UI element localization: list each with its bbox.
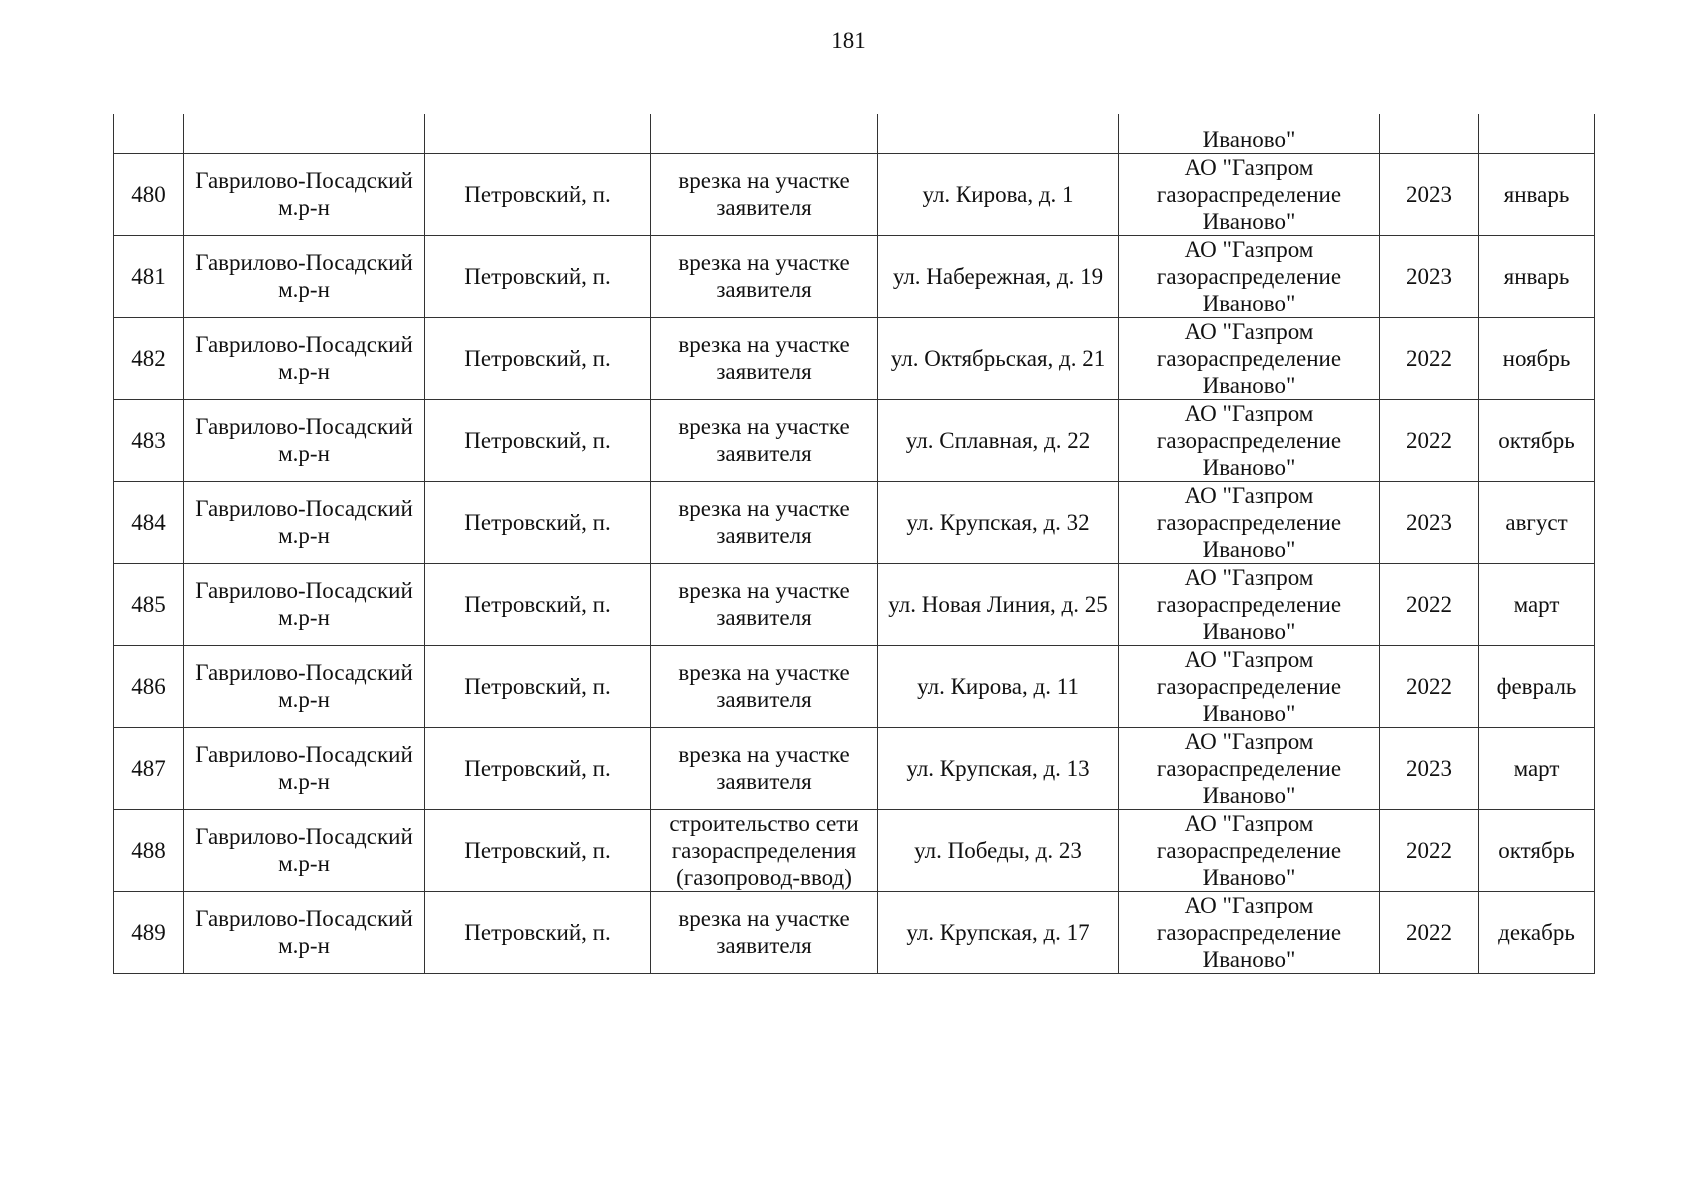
cell-operator: АО "Газпром газораспределение Иваново" — [1119, 727, 1380, 809]
cell-district: Гаврилово-Посадский м.р-н — [184, 235, 425, 317]
cell-address: ул. Крупская, д. 32 — [878, 481, 1119, 563]
cell-year: 2022 — [1380, 563, 1479, 645]
cell-address: ул. Победы, д. 23 — [878, 809, 1119, 891]
cell-num: 483 — [114, 399, 184, 481]
cell-num: 485 — [114, 563, 184, 645]
cell-month: ноябрь — [1479, 317, 1595, 399]
cell-settlement: Петровский, п. — [425, 891, 651, 973]
cell-operator: АО "Газпром газораспределение Иваново" — [1119, 645, 1380, 727]
cell-month: февраль — [1479, 645, 1595, 727]
cell-address — [878, 114, 1119, 153]
cell-operator: АО "Газпром газораспределение Иваново" — [1119, 317, 1380, 399]
cell-settlement — [425, 114, 651, 153]
table-row — [114, 317, 1595, 399]
cell-address: ул. Сплавная, д. 22 — [878, 399, 1119, 481]
cell-address: ул. Набережная, д. 19 — [878, 235, 1119, 317]
gas-connection-table — [113, 114, 1595, 974]
cell-district: Гаврилово-Посадский м.р-н — [184, 399, 425, 481]
table-row — [114, 399, 1595, 481]
page-number: 181 — [831, 28, 866, 53]
cell-month: январь — [1479, 153, 1595, 235]
cell-month: март — [1479, 727, 1595, 809]
cell-settlement: Петровский, п. — [425, 563, 651, 645]
cell-district: Гаврилово-Посадский м.р-н — [184, 563, 425, 645]
cell-num: 482 — [114, 317, 184, 399]
cell-work-type: врезка на участке заявителя — [651, 481, 878, 563]
cell-address: ул. Кирова, д. 1 — [878, 153, 1119, 235]
cell-district: Гаврилово-Посадский м.р-н — [184, 481, 425, 563]
cell-operator: АО "Газпром газораспределение Иваново" — [1119, 481, 1380, 563]
cell-month: декабрь — [1479, 891, 1595, 973]
cell-num: 480 — [114, 153, 184, 235]
cell-operator: Иваново" — [1119, 114, 1380, 153]
cell-work-type: врезка на участке заявителя — [651, 399, 878, 481]
cell-district: Гаврилово-Посадский м.р-н — [184, 891, 425, 973]
cell-settlement: Петровский, п. — [425, 481, 651, 563]
cell-district: Гаврилово-Посадский м.р-н — [184, 645, 425, 727]
cell-month: октябрь — [1479, 399, 1595, 481]
cell-month: август — [1479, 481, 1595, 563]
cell-work-type: врезка на участке заявителя — [651, 235, 878, 317]
cell-operator: АО "Газпром газораспределение Иваново" — [1119, 891, 1380, 973]
table-row — [114, 563, 1595, 645]
cell-address: ул. Кирова, д. 11 — [878, 645, 1119, 727]
cell-month: октябрь — [1479, 809, 1595, 891]
cell-operator: АО "Газпром газораспределение Иваново" — [1119, 399, 1380, 481]
cell-num: 486 — [114, 645, 184, 727]
cell-year: 2023 — [1380, 481, 1479, 563]
cell-operator: АО "Газпром газораспределение Иваново" — [1119, 809, 1380, 891]
cell-month: март — [1479, 563, 1595, 645]
cell-district: Гаврилово-Посадский м.р-н — [184, 809, 425, 891]
cell-settlement: Петровский, п. — [425, 317, 651, 399]
cell-settlement: Петровский, п. — [425, 645, 651, 727]
cell-work-type: врезка на участке заявителя — [651, 727, 878, 809]
table-row — [114, 481, 1595, 563]
cell-operator: АО "Газпром газораспределение Иваново" — [1119, 563, 1380, 645]
cell-num: 488 — [114, 809, 184, 891]
cell-year — [1380, 114, 1479, 153]
cell-operator: АО "Газпром газораспределение Иваново" — [1119, 153, 1380, 235]
cell-address: ул. Новая Линия, д. 25 — [878, 563, 1119, 645]
cell-year: 2022 — [1380, 809, 1479, 891]
cell-address: ул. Октябрьская, д. 21 — [878, 317, 1119, 399]
cell-district — [184, 114, 425, 153]
cell-month: январь — [1479, 235, 1595, 317]
cell-district: Гаврилово-Посадский м.р-н — [184, 727, 425, 809]
continuation-row — [114, 114, 1595, 153]
cell-address: ул. Крупская, д. 17 — [878, 891, 1119, 973]
table-row — [114, 891, 1595, 973]
cell-num: 481 — [114, 235, 184, 317]
cell-work-type: врезка на участке заявителя — [651, 645, 878, 727]
table-row — [114, 235, 1595, 317]
cell-settlement: Петровский, п. — [425, 809, 651, 891]
cell-num: 489 — [114, 891, 184, 973]
cell-year: 2022 — [1380, 891, 1479, 973]
cell-work-type: врезка на участке заявителя — [651, 317, 878, 399]
cell-year: 2023 — [1380, 727, 1479, 809]
cell-district: Гаврилово-Посадский м.р-н — [184, 317, 425, 399]
table-row — [114, 809, 1595, 891]
cell-year: 2022 — [1380, 645, 1479, 727]
table-row — [114, 153, 1595, 235]
cell-work-type — [651, 114, 878, 153]
cell-num: 484 — [114, 481, 184, 563]
cell-month — [1479, 114, 1595, 153]
cell-num — [114, 114, 184, 153]
cell-address: ул. Крупская, д. 13 — [878, 727, 1119, 809]
cell-work-type: строительство сети газораспределения (газопровод-ввод) — [651, 809, 878, 891]
cell-settlement: Петровский, п. — [425, 399, 651, 481]
cell-settlement: Петровский, п. — [425, 727, 651, 809]
cell-work-type: врезка на участке заявителя — [651, 153, 878, 235]
cell-operator: АО "Газпром газораспределение Иваново" — [1119, 235, 1380, 317]
cell-work-type: врезка на участке заявителя — [651, 563, 878, 645]
cell-year: 2023 — [1380, 235, 1479, 317]
cell-settlement: Петровский, п. — [425, 235, 651, 317]
cell-settlement: Петровский, п. — [425, 153, 651, 235]
cell-year: 2022 — [1380, 399, 1479, 481]
cell-num: 487 — [114, 727, 184, 809]
table-row — [114, 727, 1595, 809]
cell-year: 2022 — [1380, 317, 1479, 399]
cell-year: 2023 — [1380, 153, 1479, 235]
cell-work-type: врезка на участке заявителя — [651, 891, 878, 973]
cell-district: Гаврилово-Посадский м.р-н — [184, 153, 425, 235]
table-row — [114, 645, 1595, 727]
